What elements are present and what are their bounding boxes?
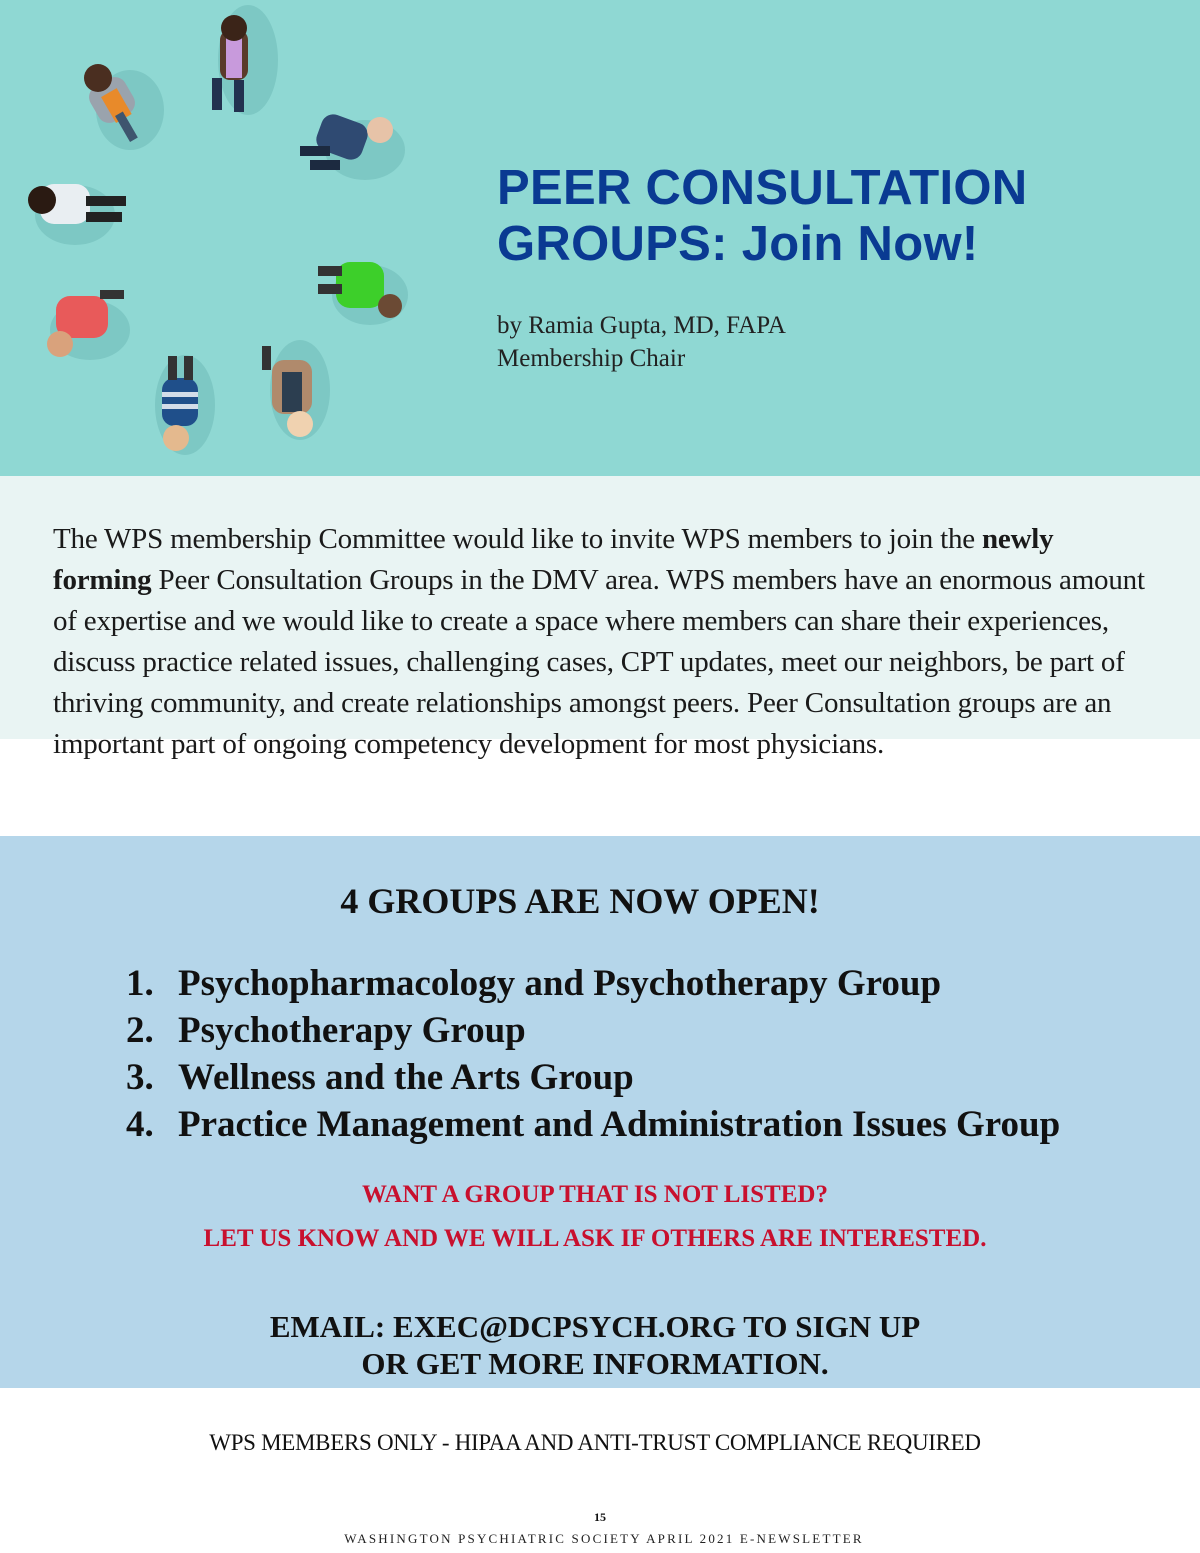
group-label: Psychopharmacology and Psychotherapy Group xyxy=(178,963,942,1004)
group-number: 1. xyxy=(126,963,154,1004)
group-item xyxy=(126,1007,1086,1054)
title-line-1: PEER CONSULTATION xyxy=(497,161,1028,215)
email-line-1: EMAIL: EXEC@DCPSYCH.ORG TO SIGN UP xyxy=(269,1309,921,1344)
author-role: Membership Chair xyxy=(497,345,686,372)
page-number: 15 xyxy=(594,1510,606,1524)
not-listed-prompt: WANT A GROUP THAT IS NOT LISTED? xyxy=(362,1181,828,1208)
intro-text-rest: Peer Consultation Groups in the DMV area. WPS members have an enormous amount of expertise and we would like to create a space where members can share their experiences, discuss practice related issues, challenging cases, CPT updates, meet our neighbors, be part of thriving community, and create relationships amongst peers. Peer Consultation groups are an important part of ongoing competency development for most physicians. xyxy=(53,564,1145,760)
email-signup xyxy=(0,1308,1190,1382)
intro-text-start: The WPS membership Committee would like to invite WPS members to join the xyxy=(53,523,982,555)
group-item xyxy=(126,1101,1086,1148)
group-label: Practice Management and Administration Issues Group xyxy=(178,1104,1061,1145)
group-number: 4. xyxy=(126,1104,154,1145)
person-figure-4 xyxy=(28,184,126,224)
group-number: 2. xyxy=(126,1010,154,1051)
let-us-know-note: LET US KNOW AND WE WILL ASK IF OTHERS ARE INTERESTED. xyxy=(203,1225,987,1252)
groups-heading: 4 GROUPS ARE NOW OPEN! xyxy=(340,881,820,921)
author-name: by Ramia Gupta, MD, FAPA xyxy=(497,312,786,339)
article-title xyxy=(497,160,1028,272)
intro-paragraph xyxy=(53,519,1153,765)
newsletter-footer: WASHINGTON PSYCHIATRIC SOCIETY APRIL 2021 E-NEWSLETTER xyxy=(344,1531,864,1546)
group-list xyxy=(126,960,1086,1148)
email-line-2: OR GET MORE INFORMATION. xyxy=(361,1346,829,1381)
group-item xyxy=(126,1054,1086,1101)
people-circle-illustration xyxy=(0,0,440,476)
compliance-note: WPS MEMBERS ONLY - HIPAA AND ANTI-TRUST COMPLIANCE REQUIRED xyxy=(209,1430,981,1455)
title-line-2: GROUPS: Join Now! xyxy=(497,217,979,271)
intro-emphasis: newly forming xyxy=(53,523,1054,596)
group-number: 3. xyxy=(126,1057,154,1098)
byline xyxy=(497,309,786,375)
group-label: Psychotherapy Group xyxy=(178,1010,526,1051)
groups-panel xyxy=(0,836,1200,1388)
group-item xyxy=(126,960,1086,1007)
hero-banner xyxy=(0,0,1200,476)
group-label: Wellness and the Arts Group xyxy=(178,1057,634,1098)
